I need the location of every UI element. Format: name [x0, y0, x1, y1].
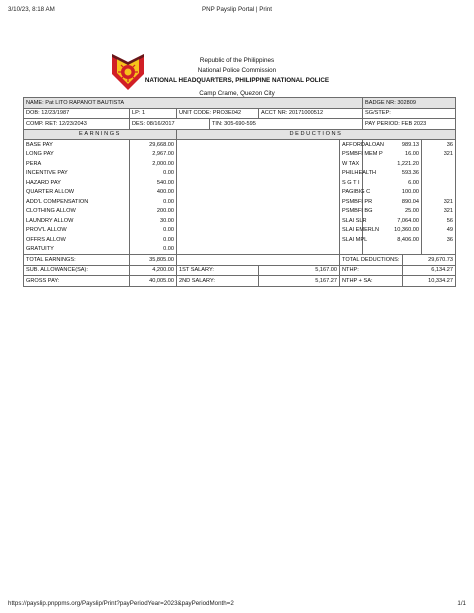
- blank-column: [177, 178, 340, 188]
- agency-republic: Republic of the Philippines: [199, 57, 275, 64]
- line-item-row: [24, 207, 456, 217]
- line-item-row: [24, 226, 456, 236]
- earning-label: HAZARD PAY: [24, 178, 130, 188]
- blank-column: [177, 197, 340, 207]
- summary-row-1: [24, 265, 456, 276]
- earning-label: ADD'L COMPENSATION: [24, 197, 130, 207]
- line-item-row: [24, 235, 456, 245]
- total-deductions-value: 29,670.73: [403, 255, 456, 266]
- deduction-amount: 7,064.00: [363, 216, 422, 226]
- earning-label: PERA: [24, 159, 130, 169]
- blank-column: [177, 235, 340, 245]
- earning-amount: 540.00: [130, 178, 177, 188]
- deduction-code: [422, 178, 456, 188]
- employee-row-1: [24, 98, 456, 109]
- deduction-code: [422, 159, 456, 169]
- tin-number: TIN: 305-690-595: [210, 119, 363, 130]
- earning-amount: 2,000.00: [130, 159, 177, 169]
- line-item-row: [24, 188, 456, 198]
- deduction-label: [340, 245, 363, 255]
- account-number: ACCT NR: 20171000512: [259, 108, 363, 119]
- earning-amount: 0.00: [130, 169, 177, 179]
- deductions-header: DEDUCTIONS: [177, 129, 456, 140]
- line-item-row: [24, 169, 456, 179]
- payslip-table: [23, 97, 456, 287]
- blank-column: [177, 226, 340, 236]
- employee-row-3: [24, 119, 456, 130]
- deduction-amount: 6.00: [363, 178, 422, 188]
- earning-amount: 0.00: [130, 226, 177, 236]
- deduction-label: AFFORDALOAN: [340, 140, 363, 150]
- line-item-row: [24, 140, 456, 150]
- unit-code: UNIT CODE: PRO3E042: [177, 108, 259, 119]
- line-item-row: [24, 216, 456, 226]
- total-earnings-value: 35,805.00: [130, 255, 177, 266]
- nthp-value: 6,134.27: [403, 265, 456, 276]
- deduction-code: 36: [422, 140, 456, 150]
- totals-row: [24, 255, 456, 266]
- pay-period: PAY PERIOD: FEB 2023: [363, 119, 456, 130]
- blank-column: [177, 216, 340, 226]
- blank-column: [177, 245, 340, 255]
- deduction-code: 49: [422, 226, 456, 236]
- sg-step: SG/STEP:: [363, 108, 456, 119]
- total-earnings-label: TOTAL EARNINGS:: [24, 255, 130, 266]
- section-headers: [24, 129, 456, 140]
- line-item-row: [24, 245, 456, 255]
- blank-column: [177, 140, 340, 150]
- deduction-label: PHILHEALTH: [340, 169, 363, 179]
- employee-row-2: [24, 108, 456, 119]
- blank-column: [177, 150, 340, 160]
- totals-spacer: [177, 255, 340, 266]
- deduction-code: 36: [422, 235, 456, 245]
- nthp-sa-label: NTHP + SA:: [340, 276, 403, 287]
- nthp-label: NTHP:: [340, 265, 403, 276]
- deduction-amount: 10,360.00: [363, 226, 422, 236]
- earning-label: BASE PAY: [24, 140, 130, 150]
- footer-page: 1/1: [457, 600, 466, 607]
- earning-label: PROV'L ALLOW: [24, 226, 130, 236]
- gross-pay-value: 40,005.00: [130, 276, 177, 287]
- blank-column: [177, 169, 340, 179]
- earning-amount: 30.00: [130, 216, 177, 226]
- line-item-row: [24, 197, 456, 207]
- earning-amount: 0.00: [130, 245, 177, 255]
- agency-napolcom: National Police Commission: [197, 67, 277, 74]
- deduction-amount: 1,221.20: [363, 159, 422, 169]
- deduction-label: W TAX: [340, 159, 363, 169]
- deduction-code: 321: [422, 150, 456, 160]
- lp-field: LP: 1: [130, 108, 177, 119]
- sub-allowance-value: 4,200.00: [130, 265, 177, 276]
- earning-label: CLOTHING ALLOW: [24, 207, 130, 217]
- deduction-label: PSMBFI BG: [340, 207, 363, 217]
- blank-column: [177, 207, 340, 217]
- deduction-label: SLAI SLR: [340, 216, 363, 226]
- earning-label: QUARTER ALLOW: [24, 188, 130, 198]
- deduction-code: 56: [422, 216, 456, 226]
- des-date: DES: 08/16/2017: [130, 119, 210, 130]
- deduction-amount: [363, 245, 422, 255]
- gross-pay-label: GROSS PAY:: [24, 276, 130, 287]
- earning-label: LONG PAY: [24, 150, 130, 160]
- first-salary-value: 5,167.00: [259, 265, 340, 276]
- deduction-amount: 25.00: [363, 207, 422, 217]
- earning-label: INCENTIVE PAY: [24, 169, 130, 179]
- earning-amount: 29,668.00: [130, 140, 177, 150]
- deduction-code: [422, 245, 456, 255]
- deduction-code: [422, 188, 456, 198]
- second-salary-label: 2ND SALARY:: [177, 276, 259, 287]
- deduction-code: 321: [422, 207, 456, 217]
- blank-column: [177, 188, 340, 198]
- deduction-amount: 16.00: [363, 150, 422, 160]
- line-items: [24, 140, 456, 255]
- deduction-label: PSMBFI MEM P: [340, 150, 363, 160]
- sub-allowance-label: SUB. ALLOWANCE(SA):: [24, 265, 130, 276]
- print-datetime: 3/10/23, 8:18 AM: [8, 6, 55, 13]
- deduction-label: SLAI MPL: [340, 235, 363, 245]
- line-item-row: [24, 150, 456, 160]
- earning-label: OFFRS ALLOW: [24, 235, 130, 245]
- summary-row-2: [24, 276, 456, 287]
- employee-name: NAME: Pat LITO RAPANOT BAUTISTA: [24, 98, 363, 109]
- agency-nhq: NATIONAL HEADQUARTERS, PHILIPPINE NATIONAL POLICE: [144, 77, 330, 84]
- date-of-birth: DOB: 12/23/1987: [24, 108, 130, 119]
- earnings-header: EARNINGS: [24, 129, 177, 140]
- nthp-sa-value: 10,334.27: [403, 276, 456, 287]
- comp-ret-date: COMP. RET: 12/23/2043: [24, 119, 130, 130]
- deduction-amount: 989.13: [363, 140, 422, 150]
- deduction-amount: 8,406.00: [363, 235, 422, 245]
- deduction-amount: 890.04: [363, 197, 422, 207]
- first-salary-label: 1ST SALARY:: [177, 265, 259, 276]
- agency-location: Camp Crame, Quezon City: [199, 90, 275, 97]
- earning-amount: 400.00: [130, 188, 177, 198]
- earning-label: LAUNDRY ALLOW: [24, 216, 130, 226]
- earning-label: GRATUITY: [24, 245, 130, 255]
- footer-url: https://payslip.pnppms.org/Payslip/Print?payPeriodYear=2023&payPeriodMonth=2: [8, 600, 234, 607]
- deduction-code: [422, 169, 456, 179]
- earning-amount: 0.00: [130, 235, 177, 245]
- deduction-label: S G T I: [340, 178, 363, 188]
- earning-amount: 200.00: [130, 207, 177, 217]
- deduction-amount: 593.36: [363, 169, 422, 179]
- earning-amount: 0.00: [130, 197, 177, 207]
- line-item-row: [24, 159, 456, 169]
- deduction-label: SLAI EMERLN: [340, 226, 363, 236]
- blank-column: [177, 159, 340, 169]
- line-item-row: [24, 178, 456, 188]
- total-deductions-label: TOTAL DEDUCTIONS:: [340, 255, 403, 266]
- deduction-label: PSMBFI PR: [340, 197, 363, 207]
- second-salary-value: 5,167.27: [259, 276, 340, 287]
- deduction-amount: 100.00: [363, 188, 422, 198]
- earning-amount: 2,967.00: [130, 150, 177, 160]
- print-title: PNP Payslip Portal | Print: [202, 6, 272, 13]
- agency-header: [130, 56, 344, 99]
- deduction-label: PAGIBIG C: [340, 188, 363, 198]
- deduction-code: 321: [422, 197, 456, 207]
- badge-number: BADGE NR: 302809: [363, 98, 456, 109]
